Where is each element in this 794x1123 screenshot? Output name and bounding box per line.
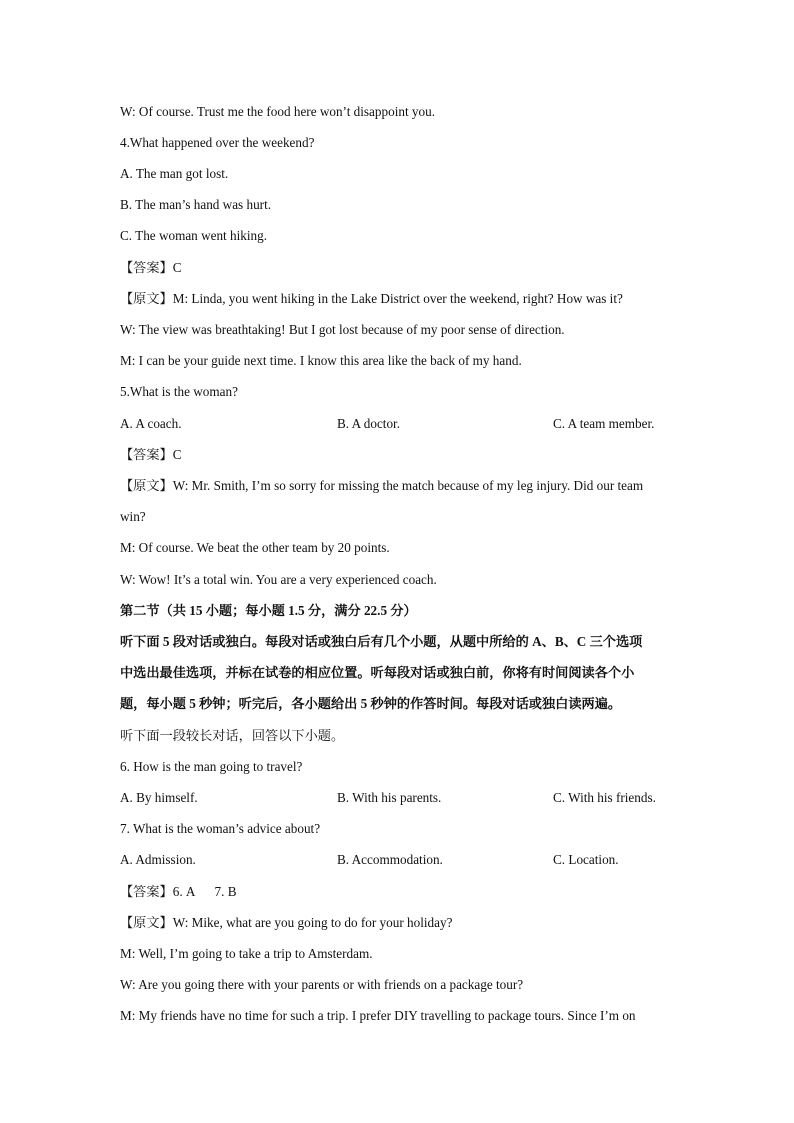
transcript-line: 【原文】W: Mr. Smith, I’m so sorry for missing the match because of my leg injury. Did our team [120,478,644,493]
transcript-line: win? [120,509,146,524]
question-7-option-a: A. Admission. [120,852,196,867]
transcript-line: M: My friends have no time for such a trip. I prefer DIY travelling to package tours. Since I’m on [120,1008,636,1023]
question-6-option-a: A. By himself. [120,790,198,805]
question-6-option-c: C. With his friends. [553,790,656,805]
question-7-option-c: C. Location. [553,852,619,867]
transcript-line: W: Wow! It’s a total win. You are a very experienced coach. [120,572,437,587]
instruction-line: 中选出最佳选项，并标在试卷的相应位置。听每段对话或独白前，你将有时间阅读各个小 [120,665,635,680]
instruction-line: 听下面一段较长对话，回答以下小题。 [120,728,345,743]
question-4-option-b: B. The man’s hand was hurt. [120,197,272,212]
transcript-line: M: Well, I’m going to take a trip to Amsterdam. [120,946,373,961]
question-5-option-b: B. A doctor. [337,416,401,431]
question-5-option-c: C. A team member. [553,416,655,431]
question-7-option-b: B. Accommodation. [337,852,443,867]
question-4-option-c: C. The woman went hiking. [120,228,268,243]
dialogue-line: W: Of course. Trust me the food here won’t disappoint you. [120,104,435,119]
transcript-line: M: Of course. We beat the other team by 20 points. [120,540,390,555]
transcript-line: 【原文】W: Mike, what are you going to do for your holiday? [120,915,453,930]
transcript-line: W: The view was breathtaking! But I got lost because of my poor sense of direction. [120,322,565,337]
transcript-line: 【原文】M: Linda, you went hiking in the Lake District over the weekend, right? How was it? [120,291,623,306]
question-6: 6. How is the man going to travel? [120,759,303,774]
answer-4: 【答案】C [120,260,182,275]
question-4-option-a: A. The man got lost. [120,166,229,181]
transcript-line: M: I can be your guide next time. I know this area like the back of my hand. [120,353,522,368]
answer-6-7: 【答案】6. A 7. B [120,884,237,899]
question-4: 4.What happened over the weekend? [120,135,315,150]
question-6-option-b: B. With his parents. [337,790,442,805]
instruction-line: 听下面 5 段对话或独白。每段对话或独白后有几个小题，从题中所给的 A、B、C 三个选项 [120,634,643,649]
section-heading: 第二节（共 15 小题；每小题 1.5 分，满分 22.5 分） [120,603,417,618]
question-7: 7. What is the woman’s advice about? [120,821,321,836]
question-5: 5.What is the woman? [120,384,238,399]
question-5-option-a: A. A coach. [120,416,182,431]
answer-5: 【答案】C [120,447,182,462]
instruction-line: 题，每小题 5 秒钟；听完后，各小题给出 5 秒钟的作答时间。每段对话或独白读两遍。 [120,696,622,711]
transcript-line: W: Are you going there with your parents or with friends on a package tour? [120,977,524,992]
